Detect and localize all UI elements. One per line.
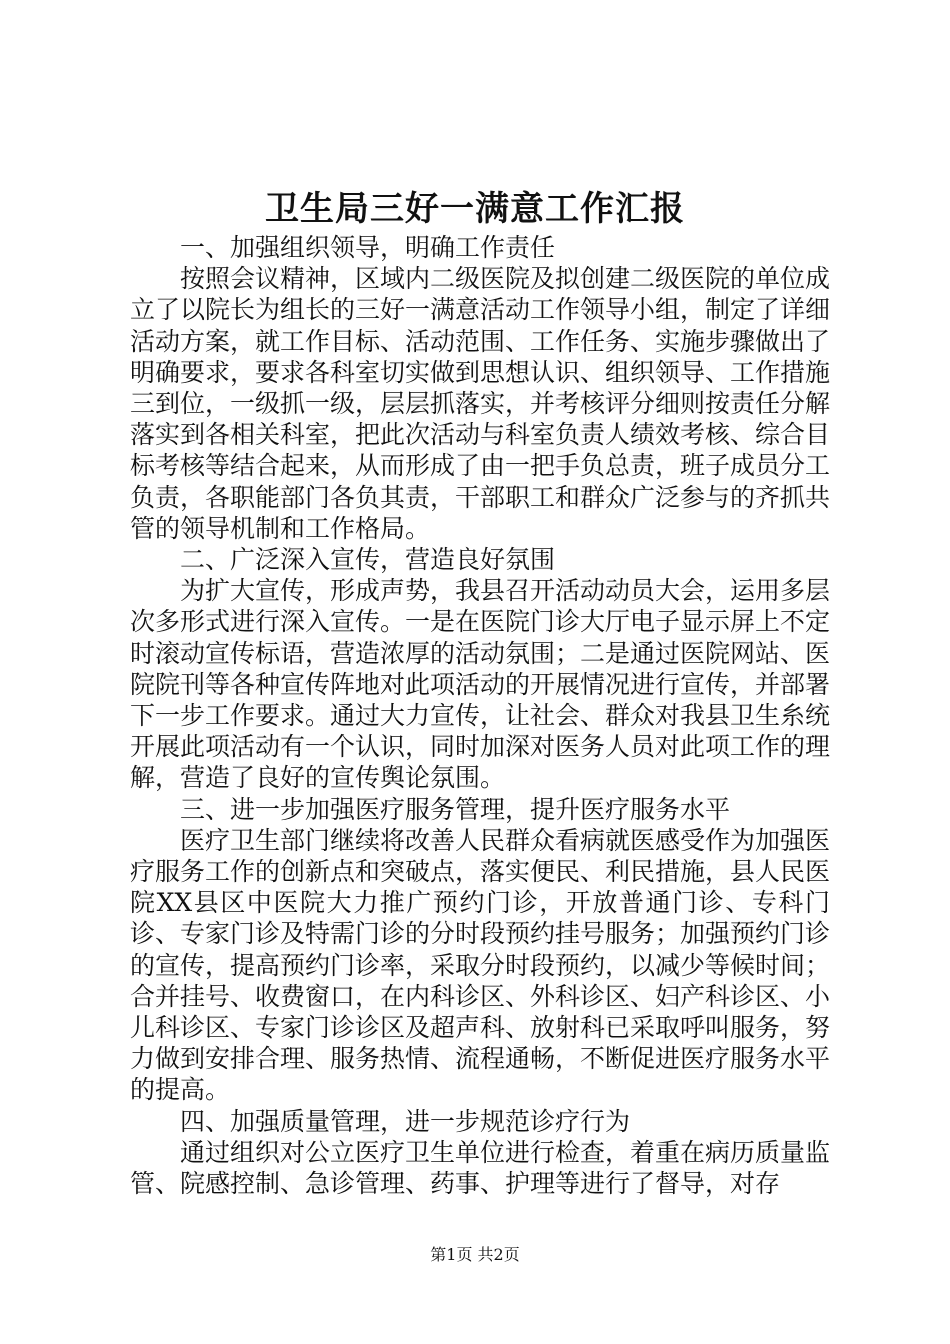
page-number-footer: 第1页 共2页: [430, 1245, 520, 1264]
section-heading-2: 二、广泛深入宣传，营造良好氛围: [180, 545, 556, 575]
document-body: [130, 232, 830, 1199]
document-title: 卫生局三好一满意工作汇报: [265, 189, 685, 229]
section-heading-4: 四、加强质量管理，进一步规范诊疗行为: [180, 1106, 631, 1136]
section-paragraph-4: 通过组织对公立医疗卫生单位进行检查，着重在病历质量监管、院感控制、急诊管理、药事、护理等进行了督导，对存: [130, 1137, 831, 1199]
section-heading-1: 一、加强组织领导，明确工作责任: [180, 233, 556, 262]
section-paragraph-2: 为扩大宣传，形成声势，我县召开活动动员大会，运用多层次多形式进行深入宣传。一是在医院门诊大厅电子显示屏上不定时滚动宣传标语，营造浓厚的活动氛围；二是通过医院网站、医院院刊等各种宣传阵地对此项活动的开展情况进行宣传，并部署下一步工作要求。通过大力宣传，让社会、群众对我县卫生糸统开展此项活动有一个认识，同时加深对医务人员对此项工作的理解，营造了良好的宣传舆论氛围。: [130, 576, 831, 793]
section-paragraph-1: 按照会议精神，区域内二级医院及拟创建二级医院的单位成立了以院长为组长的三好一满意活动工作领导小组，制定了详细活动方案，就工作目标、活动范围、工作任务、实施步骤做出了明确要求，要求各科室切实做到思想认识、组织领导、工作措施三到位，一级抓一级，层层抓落实，并考核评分细则按责任分解落实到各相关科室，把此次活动与科室负责人绩效考核、综合目标考核等结合起来，从而形成了由一把手负总责，班子成员分工负责，各职能部门各负其责，干部职工和群众广泛参与的齐抓共管的领导机制和工作格局。: [130, 264, 831, 543]
section-paragraph-3: 医疗卫生部门继续将改善人民群众看病就医感受作为加强医疗服务工作的创新点和突破点，落实便民、利民措施，县人民医院XX县区中医院大力推广预约门诊，开放普通门诊、专科门诊、专家门诊及特需门诊的分时段预约挂号服务；加强预约门诊的宣传，提高预约门诊率，采取分时段预约，以减少等候时间；合并挂号、收费窗口，在内科诊区、外科诊区、妇产科诊区、小儿科诊区、专家门诊诊区及超声科、放射科已采取呼叫服务，努力做到安排合理、服务热情、流程通畅，不断促进医疗服务水平的提高。: [130, 825, 831, 1105]
section-heading-3: 三、进一步加强医疗服务管理，提升医疗服务水平: [180, 794, 731, 824]
